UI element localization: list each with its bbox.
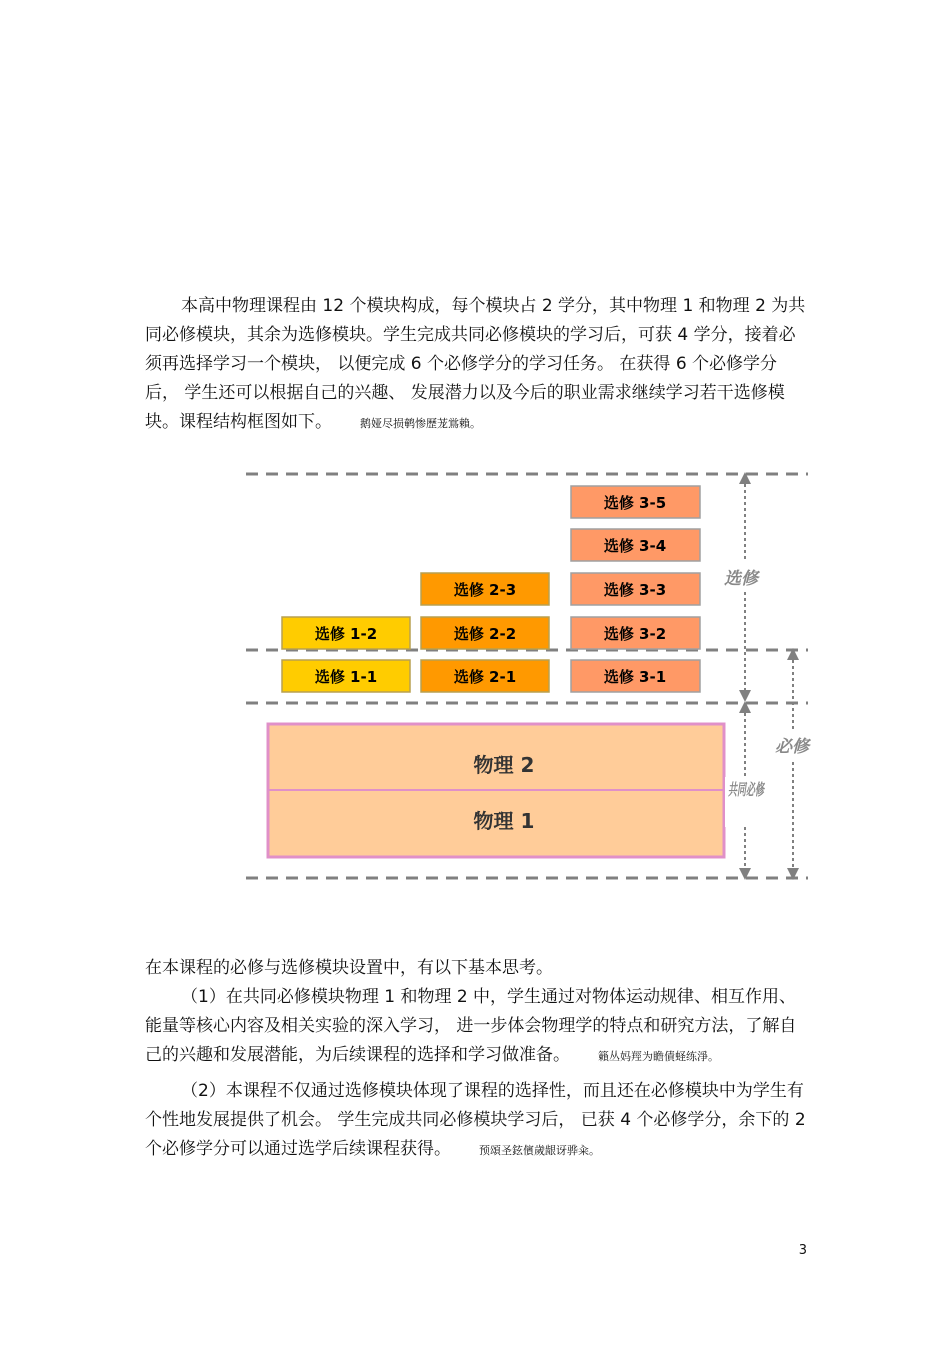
- page-number: 3: [798, 1243, 807, 1258]
- body-point-1: [145, 983, 810, 1071]
- core-module-physics-2: 物理 2: [473, 753, 535, 777]
- intro-note: 鹅娅尽损鹌惨歷茏鴬賴。: [360, 417, 481, 430]
- module-label-3-4: 选修 3-4: [603, 537, 667, 555]
- common-required-block: [268, 724, 724, 857]
- body-point-2-note: 预頌圣鉉儐歲龈讶骅籴。: [479, 1144, 600, 1157]
- module-label-3-2: 选修 3-2: [603, 625, 667, 643]
- body-point-1-text: （1）在共同必修模块物理 1 和物理 2 中，学生通过对物体运动规律、相互作用、能量等核心内容及相关实验的深入学习， 进一步体会物理学的特点和研究方法，了解自己的兴趣和发展潜能，为后续课程的选择和学习做准备。: [145, 987, 797, 1065]
- elective-series-3: [571, 486, 700, 692]
- course-structure-diagram: [240, 462, 812, 886]
- module-label-3-1: 选修 3-1: [603, 668, 667, 686]
- body-point-2-text: （2）本课程不仅通过选修模块体现了课程的选择性，而且还在必修模块中为学生有个性地发展提供了机会。 学生完成共同必修模块学习后， 已获 4 个必修学分，余下的 2 个必修学分可以通过选学后续课程获得。: [145, 1081, 806, 1159]
- intro-text: 本高中物理课程由 12 个模块构成，每个模块占 2 学分，其中物理 1 和物理 2 为共同必修模块，其余为选修模块。学生完成共同必修模块的学习后，可获 4 学分，接着必须再选择学习一个模块， 以便完成 6 个必修学分的学习任务。 在获得 6 个必修学分后， 学生还可以根据自己的兴趣、 发展潜力以及今后的职业需求继续学习若干选修模块。课程结构框图如下。: [145, 296, 806, 432]
- module-label-3-5: 选修 3-5: [603, 494, 667, 512]
- body-section: [145, 954, 810, 1165]
- module-label-2-3: 选修 2-3: [453, 581, 517, 599]
- common-required-label-line1: 共同必修: [728, 780, 766, 799]
- body-lead: 在本课程的必修与选修模块设置中，有以下基本思考。: [145, 958, 553, 978]
- body-point-1-note: 籟丛妈羥为瞻債蛏练淨。: [598, 1050, 719, 1063]
- elective-series-1: [282, 617, 410, 692]
- core-module-physics-1: 物理 1: [473, 809, 535, 833]
- module-label-3-3: 选修 3-3: [603, 581, 667, 599]
- module-label-1-2: 选修 1-2: [314, 625, 378, 643]
- module-label-2-1: 选修 2-1: [453, 668, 517, 686]
- required-label: 必修: [775, 737, 809, 757]
- elective-series-2: [421, 573, 549, 692]
- module-label-1-1: 选修 1-1: [314, 668, 378, 686]
- common-required-label: [728, 780, 765, 799]
- body-point-2: [145, 1077, 810, 1165]
- module-label-2-2: 选修 2-2: [453, 625, 517, 643]
- intro-paragraph: [145, 292, 810, 438]
- elective-label: 选修: [724, 569, 758, 589]
